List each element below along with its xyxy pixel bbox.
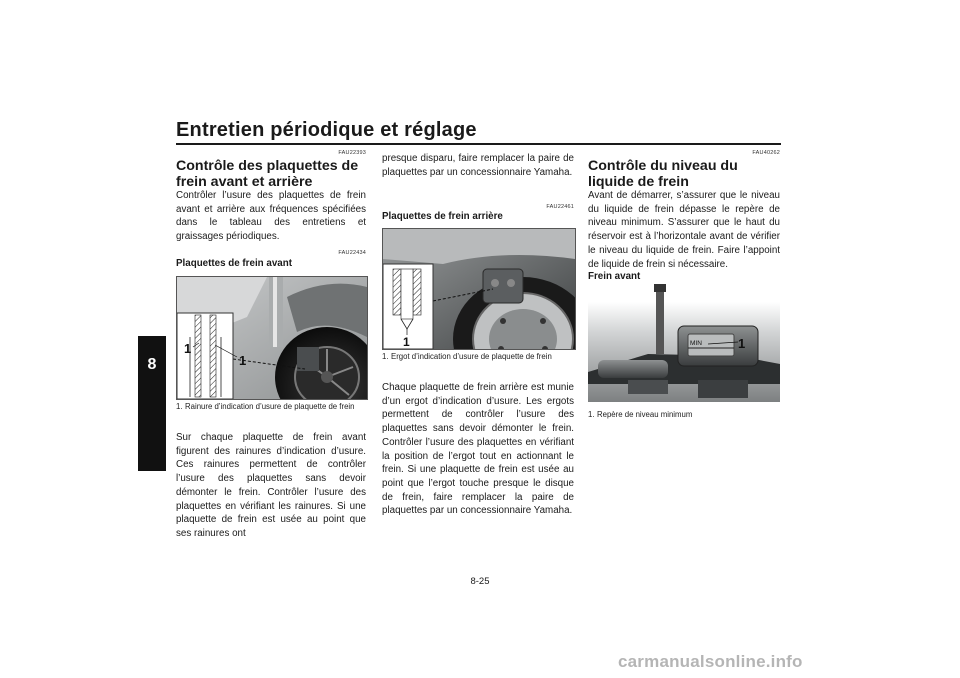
front-brake-fluid-figure — [588, 284, 780, 402]
page-number: 8-25 — [470, 576, 490, 587]
caption-number: 1. — [588, 410, 595, 419]
watermark: carmanualsonline.info — [618, 652, 803, 671]
min-mark-label: MIN — [690, 340, 702, 347]
subheading: Plaquettes de frein arrière — [382, 211, 503, 222]
paragraph: presque disparu, faire remplacer la paire de plaquettes par un concessionnaire Yamaha. — [382, 153, 574, 178]
section-heading: Contrôle des plaquettes de frein avant et arrière — [176, 158, 359, 190]
chapter-tab — [138, 336, 166, 471]
callout-1-left: 1 — [184, 341, 192, 356]
ref-code: FAU40262 — [752, 150, 780, 156]
caption-text: Repère de niveau minimum — [597, 410, 693, 419]
caption-text: Ergot d’indication d’usure de plaquette de frein — [391, 352, 552, 361]
page-title: Entretien périodique et réglage — [176, 119, 477, 141]
callout-1-right: 1 — [239, 353, 247, 368]
figure-caption — [176, 402, 368, 412]
caption-text: Rainure d’indication d’usure de plaquette de frein — [185, 402, 355, 411]
subheading: Plaquettes de frein avant — [176, 258, 292, 269]
ref-code: FAU22393 — [338, 150, 366, 156]
paragraph: Contrôler l’usure des plaquettes de frein avant et arrière aux fréquences spécifiées dans le tableau des entretiens et graissages périodiques. — [176, 190, 366, 243]
front-brake-illustration — [177, 277, 367, 399]
front-brake-figure — [176, 276, 368, 400]
brake-reservoir-illustration — [588, 284, 780, 402]
callout-1: 1 — [738, 336, 746, 351]
paragraph: Avant de démarrer, s’assurer que le niveau du liquide de frein dépasse le repère de niveau minimum. S’assurer que le haut du réservoir est à l’horizontale avant de vérifier le niveau du liquide de frein. Faire l’appoint de liquide de frein si nécessaire. — [588, 190, 780, 270]
figure-caption — [588, 410, 780, 420]
ref-code: FAU22461 — [546, 204, 574, 210]
caption-number: 1. — [382, 352, 389, 361]
paragraph: Sur chaque plaquette de frein avant figurent des rainures d’indication d’usure. Ces rainures permettent de contrôler l’usure des plaquettes sans devoir démonter le frein. Contrôler l’usure des plaquettes en vérifiant les rainures. Si une plaquette de frein est usée au point que ses rainures ont — [176, 432, 366, 539]
ref-code: FAU22434 — [338, 250, 366, 256]
paragraph: Chaque plaquette de frein arrière est munie d’un ergot d’indication d’usure. Les ergots permettent de contrôler l’usure des plaquettes sans devoir démonter le frein. Contrôler l’usure des plaquettes en vérifiant la position de l’ergot tout en actionnant le frein. Si une plaquette de frein est usée au point que l’ergot touche presque le disque de frein, faire remplacer la paire de plaquettes par un concessionnaire Yamaha. — [382, 382, 574, 517]
rear-brake-illustration — [383, 229, 575, 349]
callout-1: 1 — [403, 335, 410, 349]
chapter-number: 8 — [147, 356, 157, 373]
header-rule — [176, 143, 781, 145]
subheading: Frein avant — [588, 271, 641, 282]
caption-number: 1. — [176, 402, 183, 411]
section-heading: Contrôle du niveau du liquide de frein — [588, 158, 738, 190]
figure-caption — [382, 352, 574, 362]
rear-brake-figure — [382, 228, 576, 350]
